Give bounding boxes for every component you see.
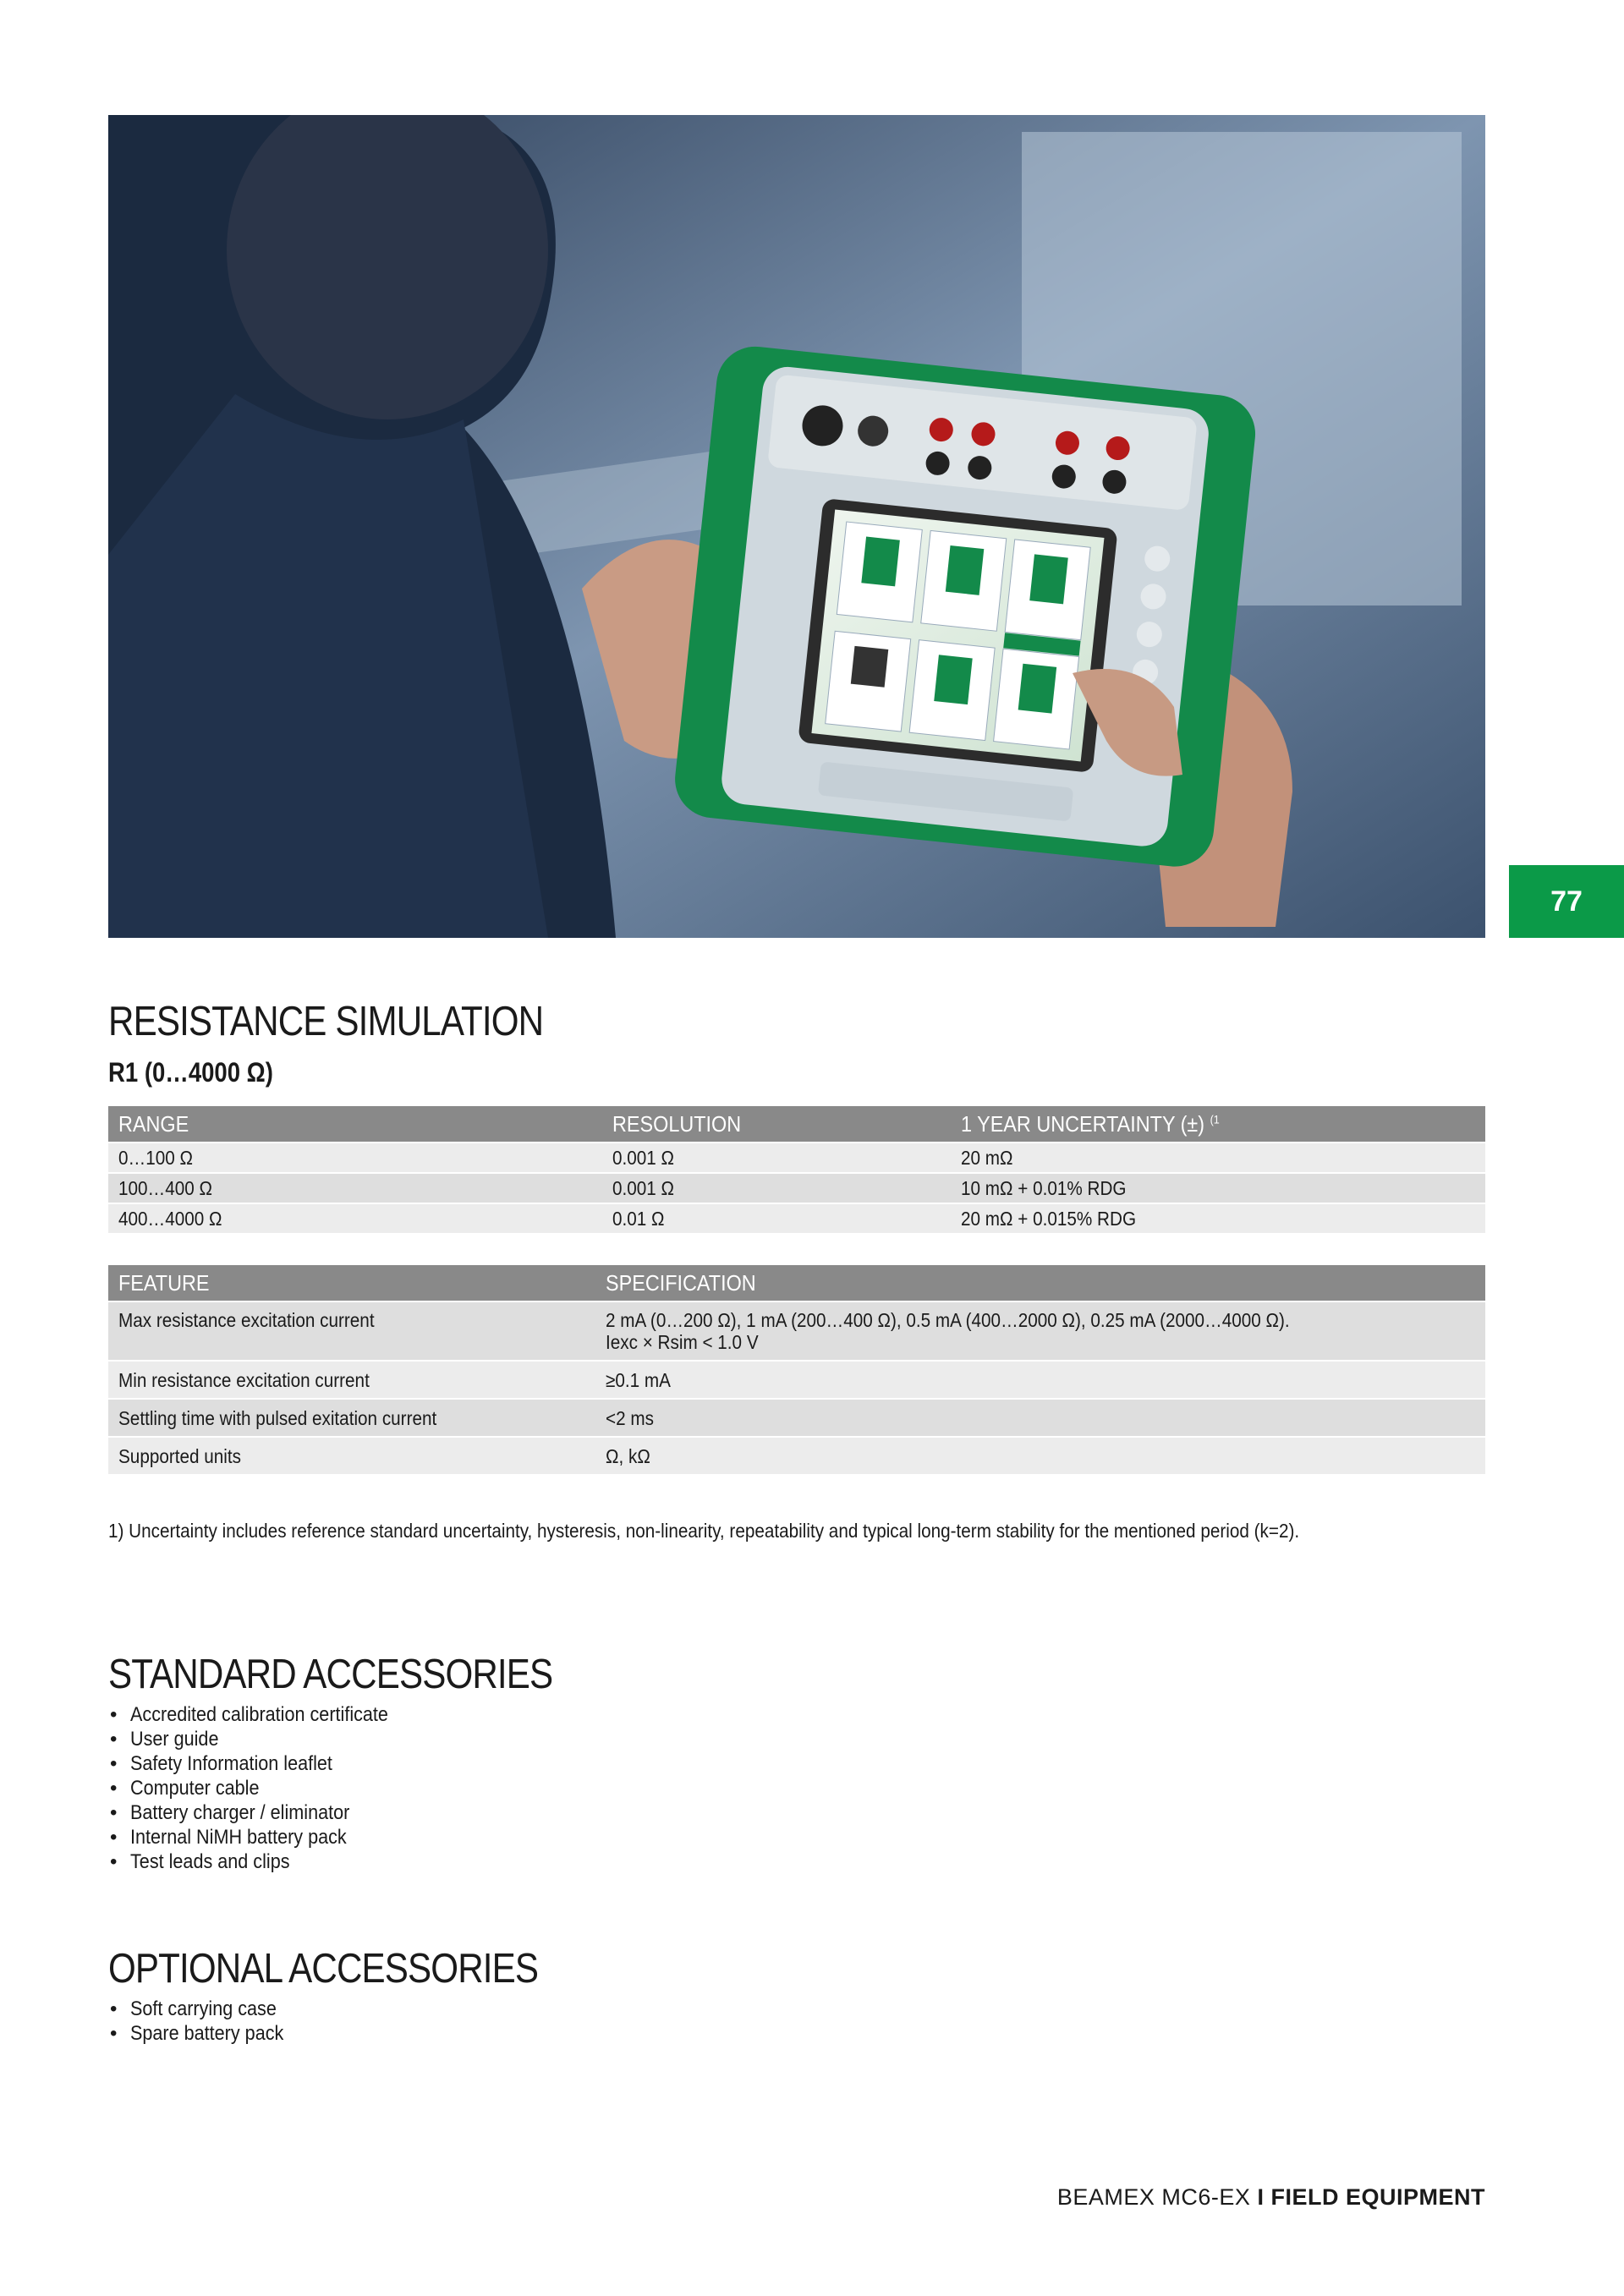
resistance-simulation-title: RESISTANCE SIMULATION <box>108 999 544 1044</box>
optional-accessories-title: OPTIONAL ACCESSORIES <box>108 1946 539 1992</box>
calibrator-illustration <box>108 115 1485 938</box>
list-item: • Internal NiMH battery pack <box>108 1825 417 1849</box>
resistance-subtitle: R1 (0…4000 Ω) <box>108 1057 273 1088</box>
uncertainty-footnote: 1) Uncertainty includes reference standard uncertainty, hysteresis, non-linearity, repeatability and typical long-term stability for the mentioned period (k=2). <box>108 1520 1300 1542</box>
table-row: Settling time with pulsed exitation current <2 ms <box>108 1400 1485 1436</box>
hero-photo <box>108 115 1485 938</box>
header-uncertainty: 1 YEAR UNCERTAINTY (±) $^{(1}$ <box>951 1106 1485 1142</box>
standard-accessories-title: STANDARD ACCESSORIES <box>108 1652 553 1697</box>
table-row: Supported units Ω, kΩ <box>108 1438 1485 1474</box>
feature-table-header <box>108 1265 1485 1301</box>
list-item: • Soft carrying case <box>108 1997 300 2021</box>
header-range: RANGE <box>108 1106 602 1142</box>
feature-table <box>108 1263 1485 1476</box>
table-row: 400…4000 Ω 0.01 Ω 20 mΩ + 0.015% RDG <box>108 1204 1485 1233</box>
header-specification: SPECIFICATION <box>595 1265 1485 1301</box>
footer-category: FIELD EQUIPMENT <box>1270 2184 1485 2210</box>
list-item: • Spare battery pack <box>108 2021 300 2046</box>
footer-brand: BEAMEX MC6-EX <box>1056 2184 1251 2210</box>
range-table-header <box>108 1106 1485 1142</box>
list-item: • Computer cable <box>108 1776 417 1800</box>
table-row: Max resistance excitation current 2 mA (0…200 Ω), 1 mA (200…400 Ω), 0.5 mA (400…2000 Ω), 0.25 mA (2000…4000 Ω). Iexc × Rsim < 1.0 V <box>108 1302 1485 1360</box>
table-row: Min resistance excitation current ≥0.1 mA <box>108 1362 1485 1398</box>
list-item: • Safety Information leaflet <box>108 1751 417 1776</box>
list-item: • Test leads and clips <box>108 1849 417 1874</box>
list-item: • Battery charger / eliminator <box>108 1800 417 1825</box>
table-row: 100…400 Ω 0.001 Ω 10 mΩ + 0.01% RDG <box>108 1174 1485 1203</box>
list-item: • Accredited calibration certificate <box>108 1702 417 1727</box>
optional-accessories-list <box>108 1997 300 2046</box>
header-resolution: RESOLUTION <box>602 1106 951 1142</box>
header-feature: FEATURE <box>108 1265 595 1301</box>
table-row: 0…100 Ω 0.001 Ω 20 mΩ <box>108 1143 1485 1172</box>
list-item: • User guide <box>108 1727 417 1751</box>
footer-separator: I <box>1257 2184 1265 2210</box>
page-number-tab: 77 <box>1509 865 1624 938</box>
range-table <box>108 1104 1485 1235</box>
standard-accessories-list <box>108 1702 417 1874</box>
page-footer <box>1057 2184 1485 2211</box>
